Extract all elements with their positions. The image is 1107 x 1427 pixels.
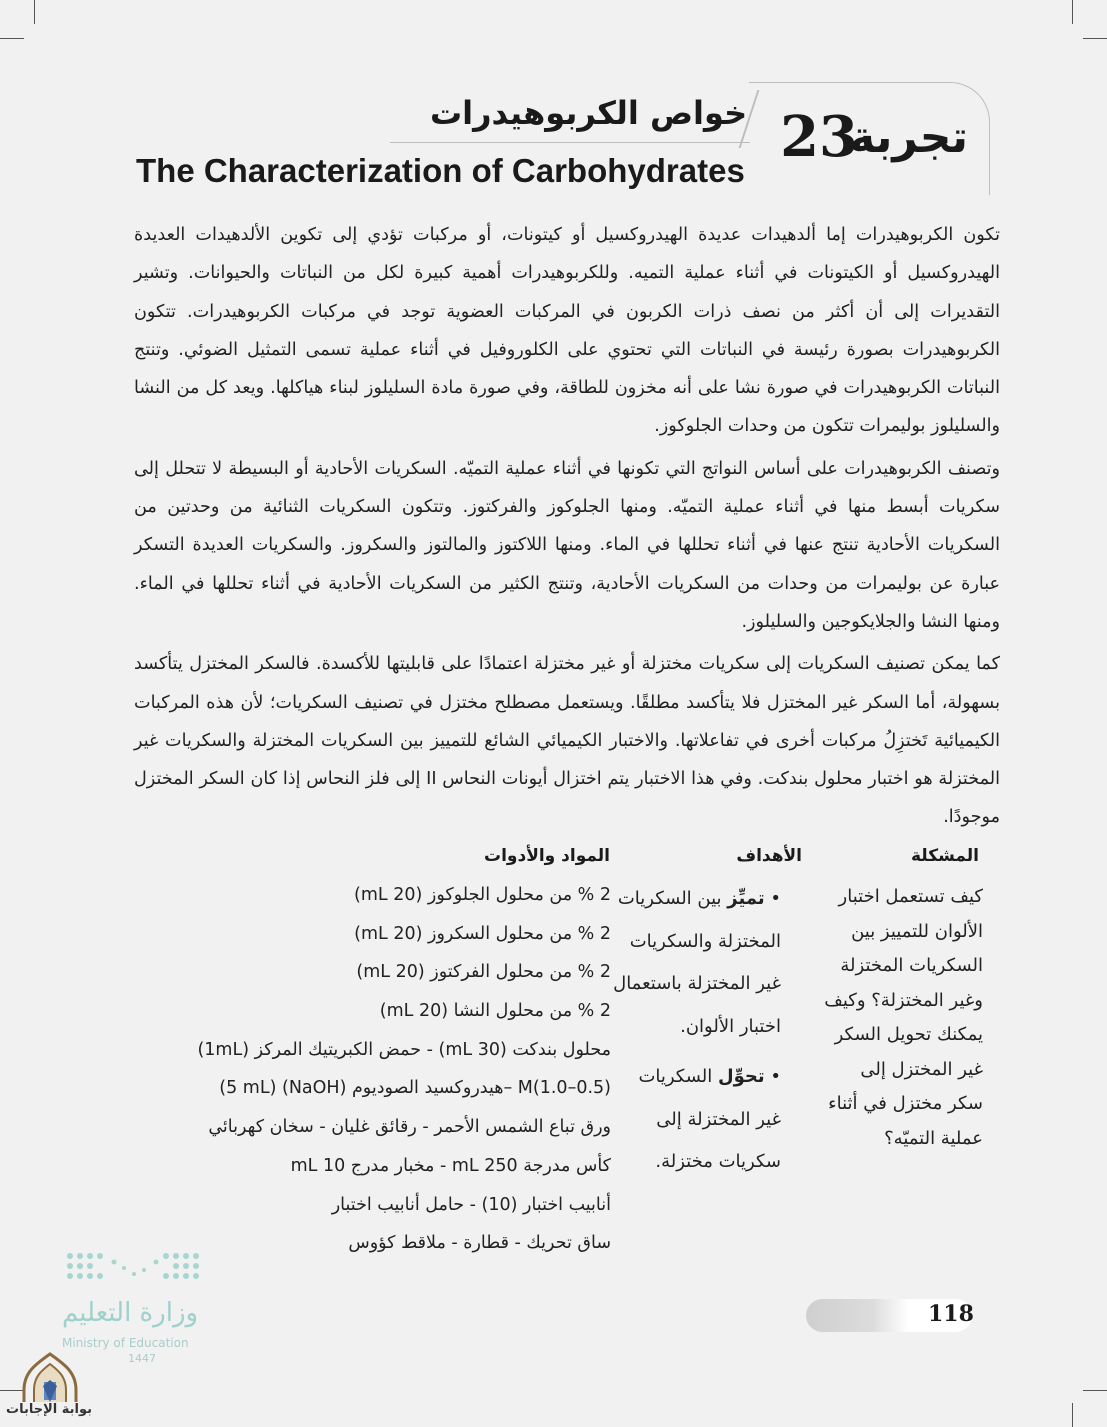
paragraph: وتصنف الكربوهيدرات على أساس النواتج التي تكونها في أثناء عملية التميّه. السكريات الأحادية أو البسيطة لا تتحلل إلى سكريات أبسط منها في أثناء عملية التميّه. ومنها الجلوكوز والفركتوز. وتتكون السكريات الثنائية من وحدتين من السكريات الأحادية تنتج عنها في أثناء تحللها في الماء. ومنها اللاكتوز والمالتوز والسكروز. والسكريات العديدة التسكر عبارة عن بوليمرات من وحدات من السكريات الأحادية، وتنتج الكثير من السكريات الأحادية في أثناء تحللها في الماء. ومنها النشا والجلايكوجين والسليلوز. xyxy=(134,458,1000,632)
goals-list xyxy=(611,878,781,1184)
crop-mark xyxy=(1083,38,1107,39)
ministry-name-arabic: وزارة التعليم xyxy=(62,1298,199,1328)
material-item: 2 % من محلول الفركتوز (20 mL) xyxy=(356,962,611,983)
crop-mark xyxy=(1072,0,1073,24)
ministry-name-english: Ministry of Education xyxy=(62,1336,189,1350)
crop-mark xyxy=(34,0,35,24)
title-arabic: خواص الكربوهيدرات xyxy=(430,94,748,132)
material-item: ساق تحريك - قطارة - ملاقط كؤوس xyxy=(348,1233,611,1254)
material-item: ورق تباع الشمس الأحمر - رقائق غليان - سخان كهربائي xyxy=(208,1117,611,1138)
goals-heading: الأهداف xyxy=(736,846,802,866)
page-number: 118 xyxy=(928,1301,974,1327)
intro-text xyxy=(134,216,1000,841)
portal-name: بوابة الإجابات xyxy=(6,1402,92,1417)
goal-verb: تميِّز xyxy=(727,888,765,909)
experiment-number: 23 xyxy=(780,104,858,170)
crop-mark xyxy=(0,38,24,39)
ministry-dots-icon xyxy=(64,1248,204,1288)
header-rule xyxy=(390,142,750,143)
material-item: (0.5–1.0)M –هيدروكسيد الصوديوم (NaOH) (5 mL) xyxy=(219,1078,611,1099)
materials-heading: المواد والأدوات xyxy=(484,846,610,866)
crop-mark xyxy=(1083,1390,1107,1391)
material-item: 2 % من محلول الجلوكوز (20 mL) xyxy=(354,885,611,905)
material-item: 2 % من محلول السكروز (20 mL) xyxy=(354,923,611,944)
experiment-label: تجربة xyxy=(849,112,968,163)
material-item: كأس مدرجة 250 mL - مخبار مدرج 10 mL xyxy=(290,1155,611,1176)
problem-text: كيف تستعمل اختبار الألوان للتمييز بين السكريات المختزلة وغير المختزلة؟ وكيف يمكنك تحويل السكر غير المختزل إلى سكر مختزل في أثناء عملية التميّه؟ xyxy=(824,886,983,1149)
material-item: 2 % من محلول النشا (20 mL) xyxy=(379,1001,611,1022)
material-item: محلول بندكت (30 mL) - حمض الكبريتيك المركز (1mL) xyxy=(197,1039,611,1060)
goal-item: • تحوِّل السكريات غير المختزلة إلى سكريات مختزلة. xyxy=(638,1066,781,1172)
paragraph: تكون الكربوهيدرات إما ألدهيدات عديدة الهيدروكسيل أو كيتونات، أو مركبات تؤدي إلى تكوين الألدهيدات العديدة الهيدروكسيل أو الكيتونات في أثناء عملية التميه. وللكربوهيدرات أهمية كبيرة لكل من النباتات والحيوانات. وتشير التقديرات إلى أن أكثر من نصف ذرات الكربون في المركبات العضوية توجد في مركبات الكربوهيدرات. تتكون الكربوهيدرات بصورة رئيسة في النباتات التي تحتوي على الكلوروفيل في أثناء عملية تسمى التمثيل الضوئي. وتنتج النباتات الكربوهيدرات في صورة نشا على أنه مخزون للطاقة، وفي صورة مادة السليلوز لبناء هياكلها. ويعد كل من النشا والسليلوز بوليمرات تتكون من وحدات الجلوكوز. xyxy=(134,225,1000,437)
crop-mark xyxy=(1072,1403,1073,1427)
goal-item: • تميِّز بين السكريات المختزلة والسكريات غير المختزلة باستعمال اختبار الألوان. xyxy=(613,888,781,1037)
title-english: The Characterization of Carbohydrates xyxy=(136,152,745,189)
paragraph: كما يمكن تصنيف السكريات إلى سكريات مختزلة أو غير مختزلة اعتمادًا على قابليتها للأكسدة. فالسكر المختزل يتأكسد بسهولة، أما السكر غير المختزل فلا يتأكسد مطلقًا. ويستعمل مصطلح مختزل في تصنيف السكريات؛ لأن هذه المركبات الكيميائية تَختزِلُ مركبات أخرى في تفاعلاتها. والاختبار الكيميائي الشائع للتمييز بين السكريات المختزلة والسكريات غير المختزلة هو اختبار محلول بندكت. وفي هذا الاختبار يتم اختزال أيونات النحاس II إلى فلز النحاس إذا كان السكر المختزل موجودًا. xyxy=(134,654,1001,828)
goal-verb: تحوِّل xyxy=(718,1066,765,1087)
goal-text: السكريات غير المختزلة إلى سكريات مختزلة. xyxy=(638,1066,781,1172)
experiment-header xyxy=(120,82,990,202)
ministry-year: 1447 xyxy=(128,1352,156,1365)
problem-heading: المشكلة xyxy=(910,846,979,866)
material-item: أنابيب اختبار (10) - حامل أنابيب اختبار xyxy=(331,1194,611,1215)
goal-text: بين السكريات المختزلة والسكريات غير المختزلة باستعمال اختبار الألوان. xyxy=(613,888,781,1037)
materials-list xyxy=(151,876,611,1263)
